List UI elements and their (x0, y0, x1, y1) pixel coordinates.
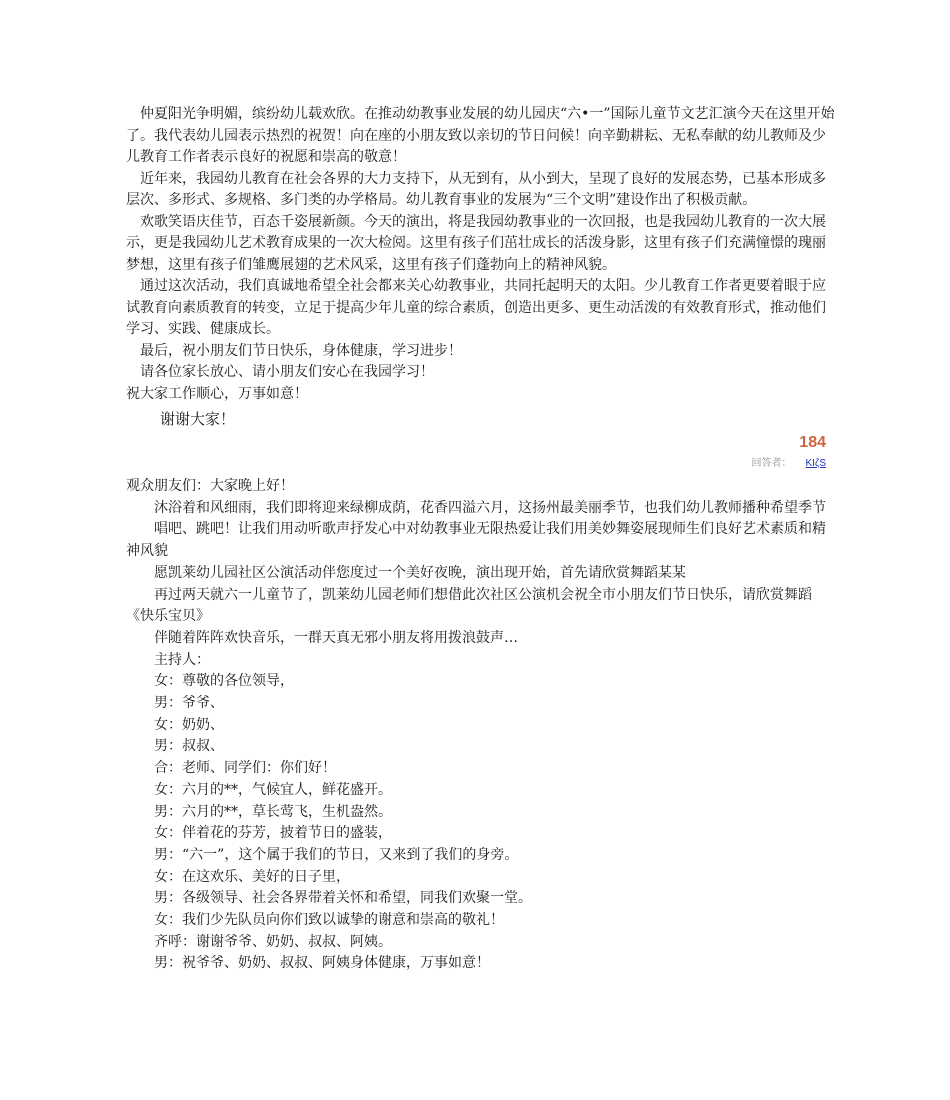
host-label: 主持人： (154, 651, 210, 668)
dialogue-line: 合：老师、同学们：你们好！ (154, 760, 336, 777)
dialogue-line: 女：我们少先队员向你们致以诚挚的谢意和崇高的敬礼！ (154, 912, 504, 929)
dialogue-line: 男：叔叔、 (154, 738, 224, 755)
paragraph: 仲夏阳光争明媚，缤纷幼儿载欢欣。在推动幼教事业发展的幼儿园庆“六•一”国际儿童节文艺汇演今天在这里开始了。我代表幼儿园表示热烈的祝贺！向在座的小朋友致以亲切的节日问候！向辛勤耕耘、无私奉献的幼儿教师及少儿教育工作者表示良好的祝愿和崇高的敬意！ (126, 106, 835, 165)
dialogue-line: 男：“六一”，这个属于我们的节日，又来到了我们的身旁。 (154, 846, 519, 863)
host-script-section (126, 476, 830, 975)
paragraph: 唱吧、跳吧！让我们用动听歌声抒发心中对幼教事业无限热爱让我们用美妙舞姿展现师生们良好艺术素质和精神风貌 (126, 521, 826, 560)
dialogue-line: 女：伴着花的芬芳，披着节日的盛装， (154, 825, 392, 842)
answerer-label: 回答者： (751, 458, 792, 469)
thanks-line: 谢谢大家！ (160, 410, 236, 428)
paragraph: 近年来，我园幼儿教育在社会各界的大力支持下，从无到有，从小到大，呈现了良好的发展态势，已基本形成多层次、多形式、多规格、多门类的办学格局。幼儿教育事业的发展为“三个文明”建设作出了积极贡献。 (126, 170, 826, 208)
dialogue-line: 女：尊敬的各位领导， (154, 673, 294, 690)
dialogue-line: 齐呼：谢谢爷爷、奶奶、叔叔、阿姨。 (154, 933, 392, 950)
paragraph: 最后，祝小朋友们节日快乐，身体健康，学习进步！ (140, 342, 462, 359)
answerer-name-link[interactable]: ΚΙζS (805, 458, 826, 469)
paragraph: 欢歌笑语庆佳节，百态千姿展新颜。今天的演出，将是我园幼教事业的一次回报，也是我园幼儿教育的一次大展示，更是我园幼儿艺术教育成果的一次大检阅。这里有孩子们茁壮成长的活泼身影，这里有孩子们充满憧憬的瑰丽梦想，这里有孩子们雏鹰展翅的艺术风采，这里有孩子们蓬勃向上的精神风貌。 (126, 213, 826, 273)
dialogue-line: 女：奶奶、 (154, 716, 224, 733)
greeting-line: 观众朋友们：大家晚上好！ (126, 478, 294, 494)
paragraph: 通过这次活动，我们真诚地希望全社会都来关心幼教事业，共同托起明天的太阳。少儿教育工作者更要着眼于应试教育向素质教育的转变，立足于提高少年儿童的综合素质，创造出更多、更生动活泼的有效教育形式，推动他们学习、实践、健康成长。 (126, 278, 826, 337)
dialogue-line: 女：在这欢乐、美好的日子里， (154, 868, 350, 885)
paragraph: 沐浴着和风细雨，我们即将迎来绿柳成荫，花香四溢六月，这扬州最美丽季节，也我们幼儿教师播种希望季节 (154, 499, 826, 516)
paragraph: 请各位家长放心、请小朋友们安心在我园学习！ (140, 364, 434, 380)
answer-info (566, 432, 826, 472)
dialogue-line: 男：祝爷爷、奶奶、叔叔、阿姨身体健康，万事如意！ (154, 955, 490, 972)
paragraph: 再过两天就六一儿童节了，凯莱幼儿园老师们想借此次社区公演机会祝全市小朋友们节日快乐，请欣赏舞蹈《快乐宝贝》 (126, 586, 812, 625)
speech-section (126, 104, 836, 431)
dialogue-line: 男：六月的**，草长莺飞，生机盎然。 (154, 803, 392, 820)
answer-count: 184 (799, 434, 826, 451)
dialogue-line: 男：各级领导、社会各界带着关怀和希望，同我们欢聚一堂。 (154, 890, 532, 907)
dialogue-line: 男：爷爷、 (154, 695, 224, 712)
answerer-line (566, 456, 826, 472)
paragraph: 伴随着阵阵欢快音乐，一群天真无邪小朋友将用拨浪鼓声… (154, 629, 518, 646)
closing-line: 祝大家工作顺心，万事如意！ (126, 385, 308, 402)
dialogue-line: 女：六月的**，气候宜人，鲜花盛开。 (154, 781, 392, 798)
paragraph: 愿凯莱幼儿园社区公演活动伴您度过一个美好夜晚，演出现开始，首先请欣赏舞蹈某某 (154, 564, 686, 581)
